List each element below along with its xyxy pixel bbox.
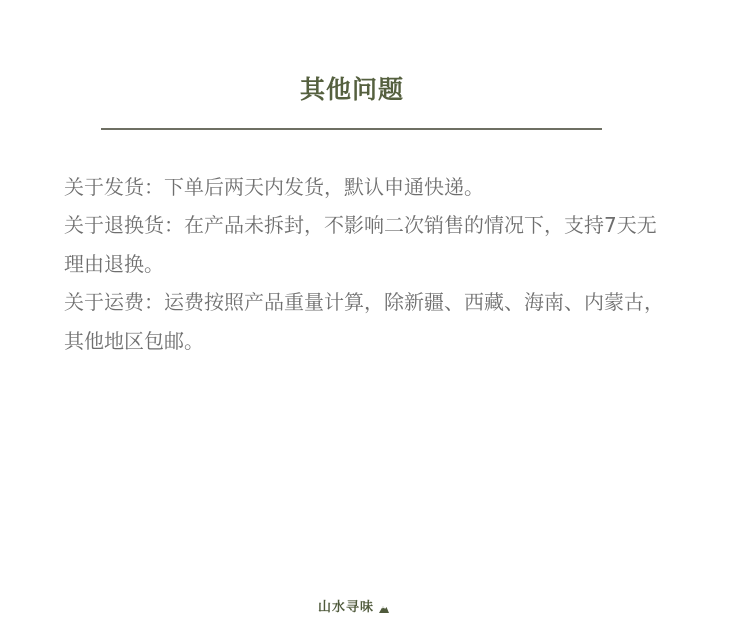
shipping-paragraph: 关于发货：下单后两天内发货，默认申通快递。 bbox=[64, 175, 484, 199]
section-title: 其他问题 bbox=[299, 75, 404, 104]
faq-content bbox=[64, 168, 674, 360]
brand-name: 山水寻味 bbox=[318, 599, 375, 615]
freight-paragraph: 关于运费：运费按照产品重量计算，除新疆、西藏、海南、内蒙古，其他地区包邮。 bbox=[64, 290, 664, 353]
footer-brand bbox=[318, 595, 390, 615]
mountain-logo-icon bbox=[378, 599, 390, 611]
returns-paragraph: 关于退换货：在产品未拆封，不影响二次销售的情况下，支持7天无理由退换。 bbox=[64, 213, 657, 276]
title-divider bbox=[101, 128, 602, 130]
